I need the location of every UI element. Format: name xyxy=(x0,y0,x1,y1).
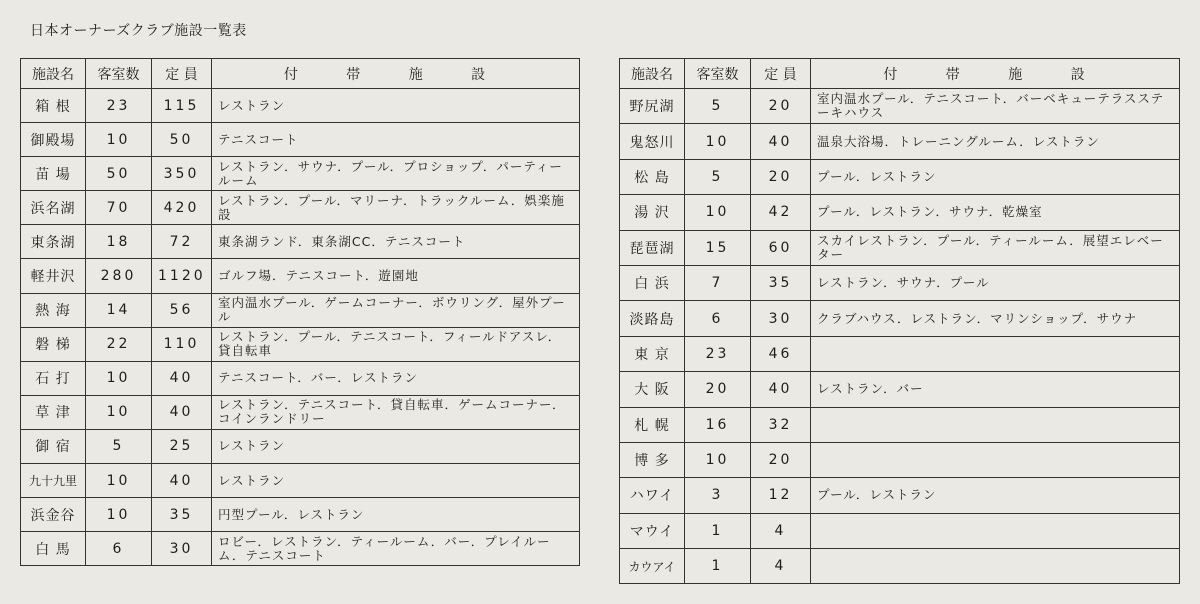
room-count-cell: 15 xyxy=(685,230,751,265)
room-count-cell: 6 xyxy=(685,301,751,336)
capacity-cell: 40 xyxy=(152,361,212,395)
amenities-cell: テニスコート．バー．レストラン xyxy=(212,361,580,395)
facility-table-right xyxy=(619,58,1180,584)
table-row xyxy=(620,301,1180,336)
facility-name-cell: 箱 根 xyxy=(21,89,86,123)
room-count-cell: 1 xyxy=(685,549,751,584)
facility-name-cell: 大 阪 xyxy=(620,372,685,407)
room-count-cell: 10 xyxy=(86,123,152,157)
room-count-cell: 10 xyxy=(685,195,751,230)
capacity-cell: 50 xyxy=(152,123,212,157)
table-row xyxy=(620,372,1180,407)
facility-name-cell: 苗 場 xyxy=(21,157,86,191)
room-count-cell: 10 xyxy=(86,361,152,395)
room-count-cell: 22 xyxy=(86,327,152,361)
amenities-cell: レストラン．プール．マリーナ．トラックルーム．娯楽施設 xyxy=(212,191,580,225)
room-count-cell: 10 xyxy=(685,442,751,477)
room-count-cell: 70 xyxy=(86,191,152,225)
facility-table-left xyxy=(20,58,580,566)
table-row xyxy=(620,407,1180,442)
table-row xyxy=(620,195,1180,230)
table-row xyxy=(21,259,580,293)
room-count-cell: 10 xyxy=(86,395,152,429)
amenities-cell: スカイレストラン．プール．ティールーム．展望エレベーター xyxy=(811,230,1180,265)
room-count-cell: 10 xyxy=(86,498,152,532)
capacity-cell: 350 xyxy=(152,157,212,191)
amenities-cell: レストラン xyxy=(212,464,580,498)
table-row xyxy=(21,293,580,327)
amenities-cell: レストラン xyxy=(212,429,580,463)
header-room-count: 客室数 xyxy=(685,59,751,89)
facility-name-cell: カウアイ xyxy=(620,549,685,584)
table-header-row xyxy=(620,59,1180,89)
facility-name-cell: 白 馬 xyxy=(21,532,86,566)
room-count-cell: 16 xyxy=(685,407,751,442)
amenities-cell: レストラン．サウナ．プール xyxy=(811,265,1180,300)
capacity-cell: 420 xyxy=(152,191,212,225)
facility-name-cell: 野尻湖 xyxy=(620,89,685,124)
capacity-cell: 40 xyxy=(152,395,212,429)
facility-name-cell: 軽井沢 xyxy=(21,259,86,293)
header-facility-name: 施設名 xyxy=(620,59,685,89)
table-row xyxy=(21,327,580,361)
facility-name-cell: 東条湖 xyxy=(21,225,86,259)
capacity-cell: 30 xyxy=(152,532,212,566)
capacity-cell: 42 xyxy=(751,195,811,230)
table-row xyxy=(21,464,580,498)
amenities-cell: レストラン．バー xyxy=(811,372,1180,407)
facility-name-cell: 東 京 xyxy=(620,336,685,371)
amenities-cell: 温泉大浴場．トレーニングルーム．レストラン xyxy=(811,124,1180,159)
amenities-cell xyxy=(811,549,1180,584)
capacity-cell: 60 xyxy=(751,230,811,265)
amenities-cell xyxy=(811,513,1180,548)
facility-name-cell: 石 打 xyxy=(21,361,86,395)
amenities-cell: 円型プール．レストラン xyxy=(212,498,580,532)
facility-name-cell: 草 津 xyxy=(21,395,86,429)
room-count-cell: 10 xyxy=(86,464,152,498)
table-row xyxy=(21,123,580,157)
amenities-cell: プール．レストラン xyxy=(811,478,1180,513)
table-row xyxy=(21,532,580,566)
capacity-cell: 1120 xyxy=(152,259,212,293)
facility-name-cell: 鬼怒川 xyxy=(620,124,685,159)
table-row xyxy=(620,159,1180,194)
room-count-cell: 23 xyxy=(86,89,152,123)
amenities-cell: ロビー．レストラン．ティールーム．バー．プレイルーム．テニスコート xyxy=(212,532,580,566)
table-row xyxy=(620,478,1180,513)
capacity-cell: 35 xyxy=(751,265,811,300)
table-row xyxy=(620,549,1180,584)
table-row xyxy=(620,265,1180,300)
table-row xyxy=(21,429,580,463)
amenities-cell: テニスコート xyxy=(212,123,580,157)
capacity-cell: 56 xyxy=(152,293,212,327)
facility-name-cell: 磐 梯 xyxy=(21,327,86,361)
header-room-count: 客室数 xyxy=(86,59,152,89)
capacity-cell: 4 xyxy=(751,513,811,548)
room-count-cell: 3 xyxy=(685,478,751,513)
facility-name-cell: 浜名湖 xyxy=(21,191,86,225)
table-row xyxy=(21,89,580,123)
facility-name-cell: 白 浜 xyxy=(620,265,685,300)
table-row xyxy=(21,361,580,395)
room-count-cell: 5 xyxy=(86,429,152,463)
room-count-cell: 50 xyxy=(86,157,152,191)
table-body xyxy=(620,89,1180,584)
amenities-cell: 室内温水プール．テニスコート．バーベキューテラスステーキハウス xyxy=(811,89,1180,124)
facility-name-cell: 御 宿 xyxy=(21,429,86,463)
amenities-cell: クラブハウス．レストラン．マリンショップ．サウナ xyxy=(811,301,1180,336)
capacity-cell: 40 xyxy=(751,372,811,407)
facility-name-cell: 九十九里 xyxy=(21,464,86,498)
amenities-cell xyxy=(811,407,1180,442)
table-row xyxy=(620,124,1180,159)
capacity-cell: 35 xyxy=(152,498,212,532)
table-row xyxy=(620,336,1180,371)
header-capacity: 定 員 xyxy=(152,59,212,89)
room-count-cell: 7 xyxy=(685,265,751,300)
table-row xyxy=(21,157,580,191)
room-count-cell: 5 xyxy=(685,159,751,194)
room-count-cell: 6 xyxy=(86,532,152,566)
amenities-cell: レストラン xyxy=(212,89,580,123)
facility-name-cell: 御殿場 xyxy=(21,123,86,157)
header-amenities: 付 帯 施 設 xyxy=(212,59,580,89)
room-count-cell: 10 xyxy=(685,124,751,159)
capacity-cell: 20 xyxy=(751,442,811,477)
table-row xyxy=(21,395,580,429)
facility-name-cell: ハワイ xyxy=(620,478,685,513)
header-capacity: 定 員 xyxy=(751,59,811,89)
room-count-cell: 14 xyxy=(86,293,152,327)
amenities-cell: レストラン．サウナ．プール．プロショップ．パーティールーム xyxy=(212,157,580,191)
room-count-cell: 1 xyxy=(685,513,751,548)
amenities-cell: プール．レストラン xyxy=(811,159,1180,194)
table-row xyxy=(620,230,1180,265)
table-row xyxy=(21,498,580,532)
facility-name-cell: 浜金谷 xyxy=(21,498,86,532)
capacity-cell: 32 xyxy=(751,407,811,442)
facility-name-cell: 松 島 xyxy=(620,159,685,194)
capacity-cell: 20 xyxy=(751,89,811,124)
facility-name-cell: 熱 海 xyxy=(21,293,86,327)
capacity-cell: 30 xyxy=(751,301,811,336)
facility-name-cell: 琵琶湖 xyxy=(620,230,685,265)
document-title: 日本オーナーズクラブ施設一覧表 xyxy=(30,23,247,39)
table-row xyxy=(620,89,1180,124)
amenities-cell: プール．レストラン．サウナ．乾燥室 xyxy=(811,195,1180,230)
amenities-cell xyxy=(811,336,1180,371)
amenities-cell xyxy=(811,442,1180,477)
room-count-cell: 18 xyxy=(86,225,152,259)
capacity-cell: 25 xyxy=(152,429,212,463)
table-header-row xyxy=(21,59,580,89)
capacity-cell: 72 xyxy=(152,225,212,259)
amenities-cell: 室内温水プール．ゲームコーナー．ボウリング．屋外プール xyxy=(212,293,580,327)
capacity-cell: 4 xyxy=(751,549,811,584)
room-count-cell: 5 xyxy=(685,89,751,124)
facility-name-cell: マウイ xyxy=(620,513,685,548)
table-row xyxy=(21,225,580,259)
capacity-cell: 115 xyxy=(152,89,212,123)
amenities-cell: レストラン．テニスコート．貸自転車．ゲームコーナー．コインランドリー xyxy=(212,395,580,429)
room-count-cell: 23 xyxy=(685,336,751,371)
facility-name-cell: 博 多 xyxy=(620,442,685,477)
facility-name-cell: 淡路島 xyxy=(620,301,685,336)
table-row xyxy=(620,513,1180,548)
facility-name-cell: 湯 沢 xyxy=(620,195,685,230)
capacity-cell: 110 xyxy=(152,327,212,361)
table-row xyxy=(620,442,1180,477)
capacity-cell: 40 xyxy=(152,464,212,498)
room-count-cell: 20 xyxy=(685,372,751,407)
header-amenities: 付 帯 施 設 xyxy=(811,59,1180,89)
capacity-cell: 20 xyxy=(751,159,811,194)
amenities-cell: ゴルフ場．テニスコート．遊園地 xyxy=(212,259,580,293)
table-body xyxy=(21,89,580,566)
amenities-cell: 東条湖ランド．東条湖CC．テニスコート xyxy=(212,225,580,259)
capacity-cell: 12 xyxy=(751,478,811,513)
room-count-cell: 280 xyxy=(86,259,152,293)
header-facility-name: 施設名 xyxy=(21,59,86,89)
capacity-cell: 40 xyxy=(751,124,811,159)
capacity-cell: 46 xyxy=(751,336,811,371)
amenities-cell: レストラン．プール．テニスコート．フィールドアスレ．貸自転車 xyxy=(212,327,580,361)
table-row xyxy=(21,191,580,225)
facility-name-cell: 札 幌 xyxy=(620,407,685,442)
